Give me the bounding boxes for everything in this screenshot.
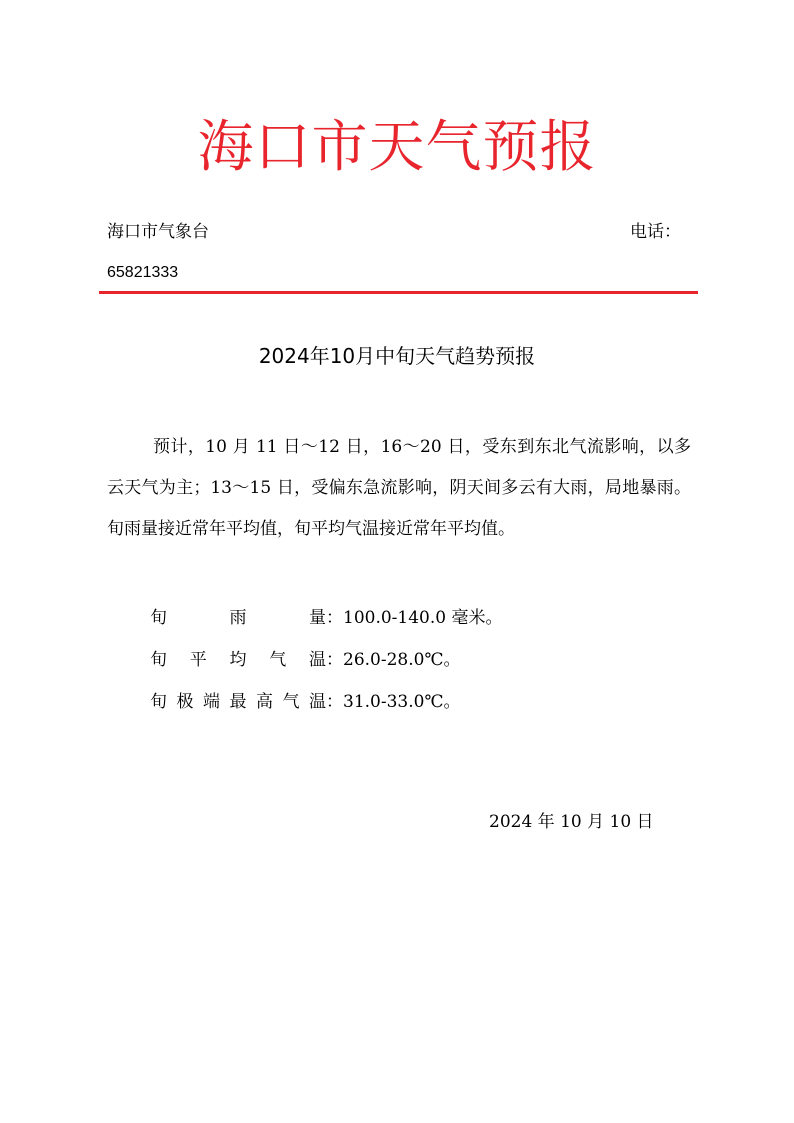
stat-value-avg-temp: ：26.0-28.0℃。 <box>326 650 461 670</box>
forecast-stats <box>150 597 502 723</box>
stat-row-rainfall <box>150 597 502 639</box>
stat-label-max-temp: 旬极端最高气温 <box>150 692 326 712</box>
stat-value-rainfall: ：100.0-140.0 毫米。 <box>326 608 503 628</box>
issue-date: 2024 年 10 月 10 日 <box>489 812 654 832</box>
forecast-paragraph: 预计，10 月 11 日～12 日，16～20 日，受东到东北气流影响，以多云天气为主；13～15 日，受偏东急流影响，阴天间多云有大雨，局地暴雨。旬雨量接近常年平均值，旬平均气温接近常年平均值。 <box>107 437 691 539</box>
phone-label: 电话： <box>630 222 681 242</box>
red-divider-rule <box>99 291 698 294</box>
stat-value-max-temp: ：31.0-33.0℃。 <box>326 692 461 712</box>
stat-row-max-temp <box>150 681 502 723</box>
stat-label-rainfall: 旬雨量 <box>150 608 326 628</box>
stat-label-avg-temp: 旬平均气温 <box>150 650 326 670</box>
document-title: 2024年10月中旬天气趋势预报 <box>258 344 536 368</box>
stat-row-avg-temp <box>150 639 502 681</box>
phone-number: 65821333 <box>107 264 179 281</box>
masthead-title: 海口市天气预报 <box>197 115 597 180</box>
issuer-name: 海口市气象台 <box>107 222 209 242</box>
